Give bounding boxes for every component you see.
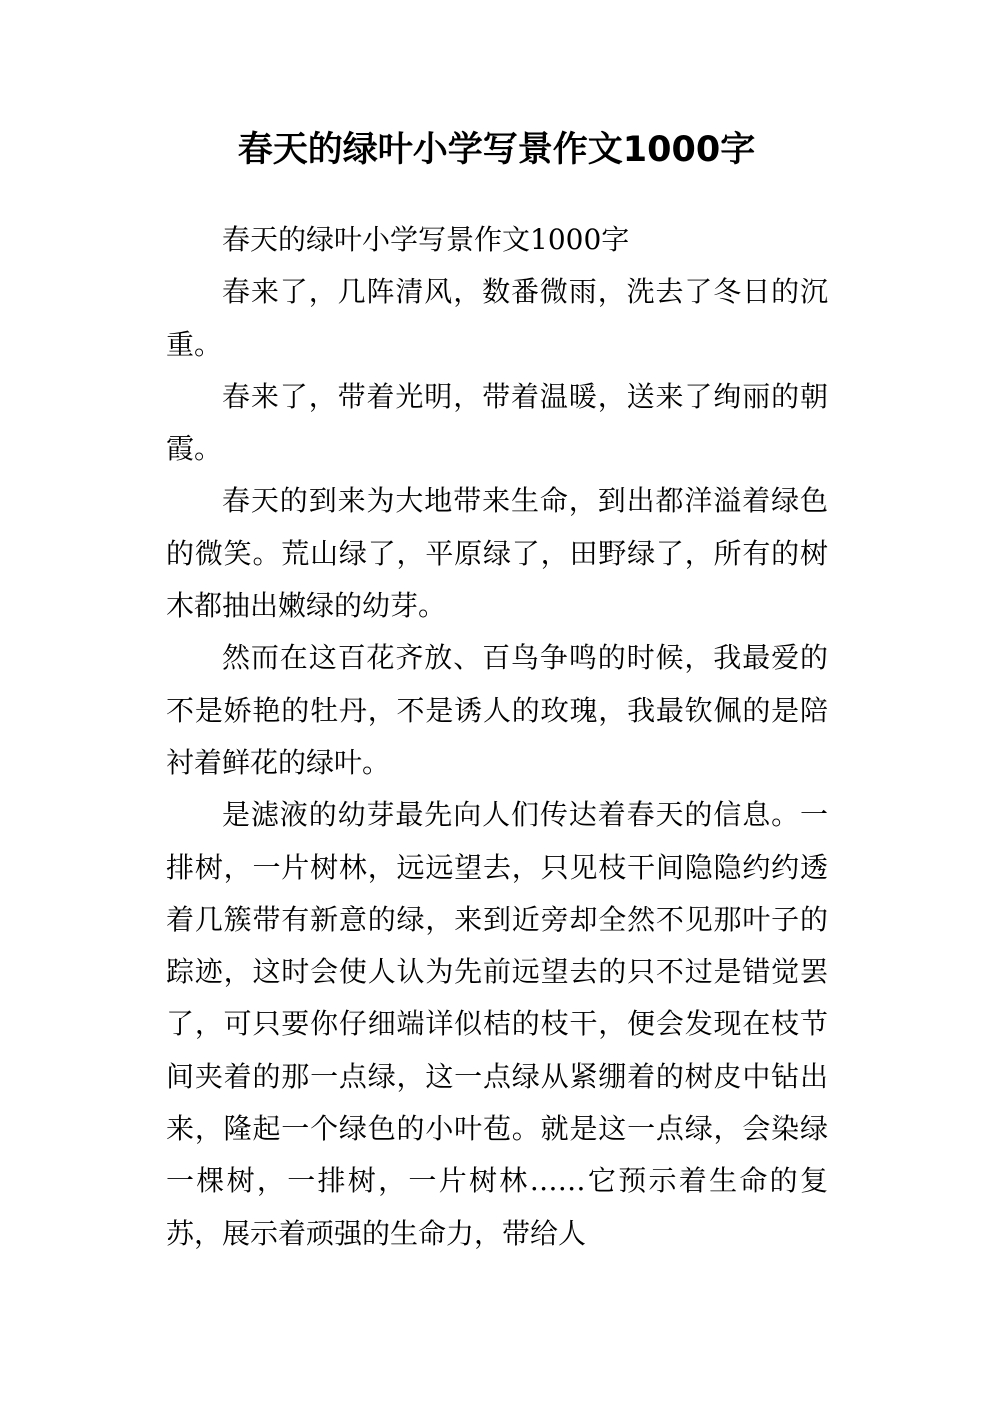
paragraph: 然而在这百花齐放、百鸟争鸣的时候，我最爱的不是娇艳的牡丹，不是诱人的玫瑰，我最钦佩的是陪衬着鲜花的绿叶。 bbox=[166, 641, 828, 779]
paragraph: 春来了，几阵清风，数番微雨，洗去了冬日的沉重。 bbox=[166, 275, 828, 361]
document-body bbox=[166, 214, 828, 1260]
paragraph-subtitle: 春天的绿叶小学写景作文1000字 bbox=[222, 223, 630, 256]
document-title: 春天的绿叶小学写景作文1000字 bbox=[237, 130, 756, 170]
paragraph: 春来了，带着光明，带着温暖，送来了绚丽的朝霞。 bbox=[166, 379, 828, 466]
paragraph: 是滤液的幼芽最先向人们传达着春天的信息。一排树，一片树林，远远望去，只见枝干间隐隐约约透着几簇带有新意的绿，来到近旁却全然不见那叶子的踪迹，这时会使人认为先前远望去的只不过是错觉罢了，可只要你仔细端详似桔的枝干，便会发现在枝节间夹着的那一点绿，这一点绿从紧绷着的树皮中钻出来，隆起一个绿色的小叶苞。就是这一点绿，会染绿一棵树，一排树，一片树林……它预示着生命的复苏，展示着顽强的生命力，带给人 bbox=[166, 798, 828, 1250]
paragraph: 春天的到来为大地带来生命，到出都洋溢着绿色的微笑。荒山绿了，平原绿了，田野绿了，所有的树木都抽出嫩绿的幼芽。 bbox=[166, 484, 828, 623]
